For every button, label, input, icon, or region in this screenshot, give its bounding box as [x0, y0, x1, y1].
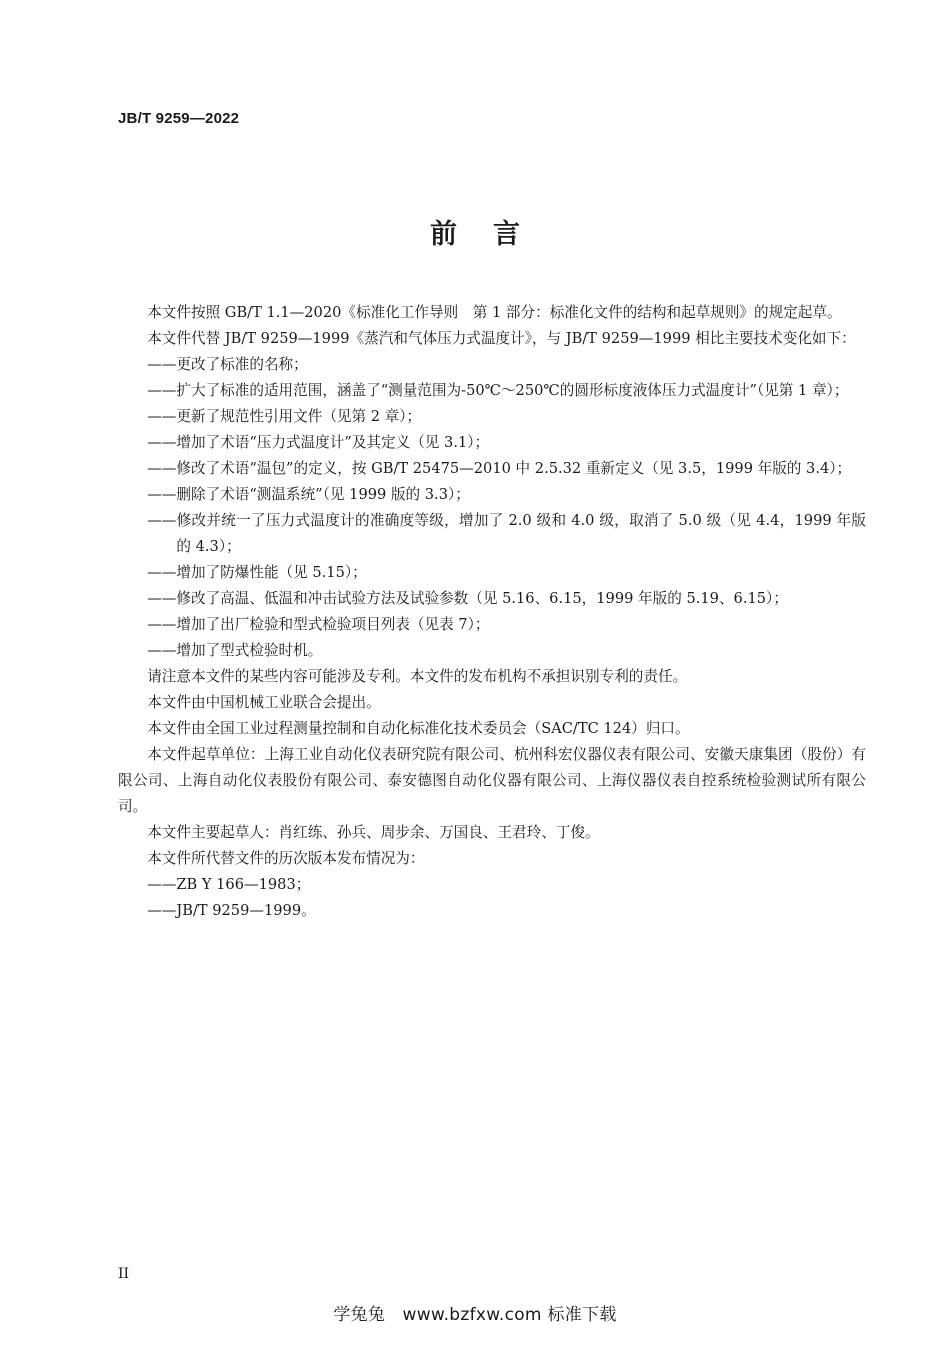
history-item: ——ZB Y 166—1983； — [147, 876, 311, 893]
change-item: ——修改了高温、低温和冲击试验方法及试验参数（见 5.16、6.15，1999 年版的 5.19、6.15）； — [147, 590, 788, 607]
paragraph-replacement: 本文件代替 JB/T 9259—1999《蒸汽和气体压力式温度计》，与 JB/T 9259—1999 相比主要技术变化如下： — [147, 330, 856, 347]
change-item: ——增加了防爆性能（见 5.15）； — [147, 564, 367, 581]
change-item: ——扩大了标准的适用范围，涵盖了“测量范围为-50℃～250℃的圆形标度液体压力式温度计”（见第 1 章）； — [147, 382, 849, 399]
paragraph-patent-notice: 请注意本文件的某些内容可能涉及专利。本文件的发布机构不承担识别专利的责任。 — [147, 668, 688, 685]
foreword-body — [118, 300, 866, 924]
paragraph-proposer: 本文件由中国机械工业联合会提出。 — [147, 694, 381, 711]
document-code: JB/T 9259—2022 — [118, 110, 240, 127]
change-item: ——增加了型式检验时机。 — [147, 642, 323, 659]
paragraph-drafting-rule: 本文件按照 GB/T 1.1—2020《标准化工作导则 第 1 部分：标准化文件的结构和起草规则》的规定起草。 — [147, 304, 842, 321]
change-item: ——增加了出厂检验和型式检验项目列表（见表 7）； — [147, 616, 490, 633]
footer-watermark: 学兔兔 www.bzfxw.com 标准下载 — [333, 1305, 617, 1325]
change-item: ——删除了术语“测温系统”（见 1999 版的 3.3）； — [147, 486, 470, 503]
paragraph-committee: 本文件由全国工业过程测量控制和自动化标准化技术委员会（SAC/TC 124）归口。 — [147, 720, 690, 737]
history-item: ——JB/T 9259—1999。 — [147, 902, 316, 919]
change-item: ——修改并统一了压力式温度计的准确度等级，增加了 2.0 级和 4.0 级，取消了 5.0 级（见 4.4，1999 年版的 4.3）； — [147, 512, 866, 555]
change-item: ——修改了术语“温包”的定义，按 GB/T 25475—2010 中 2.5.32 重新定义（见 3.5，1999 年版的 3.4）； — [147, 460, 852, 477]
paragraph-version-history: 本文件所代替文件的历次版本发布情况为： — [147, 850, 425, 867]
paragraph-drafters: 本文件主要起草人：肖红练、孙兵、周步余、万国良、王君玲、丁俊。 — [147, 824, 600, 841]
change-item: ——更新了规范性引用文件（见第 2 章）； — [147, 408, 422, 425]
change-item: ——增加了术语“压力式温度计”及其定义（见 3.1）； — [147, 434, 490, 451]
page-number: II — [118, 1266, 130, 1282]
change-item: ——更改了标准的名称； — [147, 356, 308, 373]
paragraph-drafting-units: 本文件起草单位：上海工业自动化仪表研究院有限公司、杭州科宏仪器仪表有限公司、安徽天康集团（股份）有限公司、上海自动化仪表股份有限公司、泰安德图自动化仪器有限公司、上海仪器仪表自控系统检验测试所有限公司。 — [118, 746, 866, 815]
page-title: 前言 — [430, 219, 556, 250]
